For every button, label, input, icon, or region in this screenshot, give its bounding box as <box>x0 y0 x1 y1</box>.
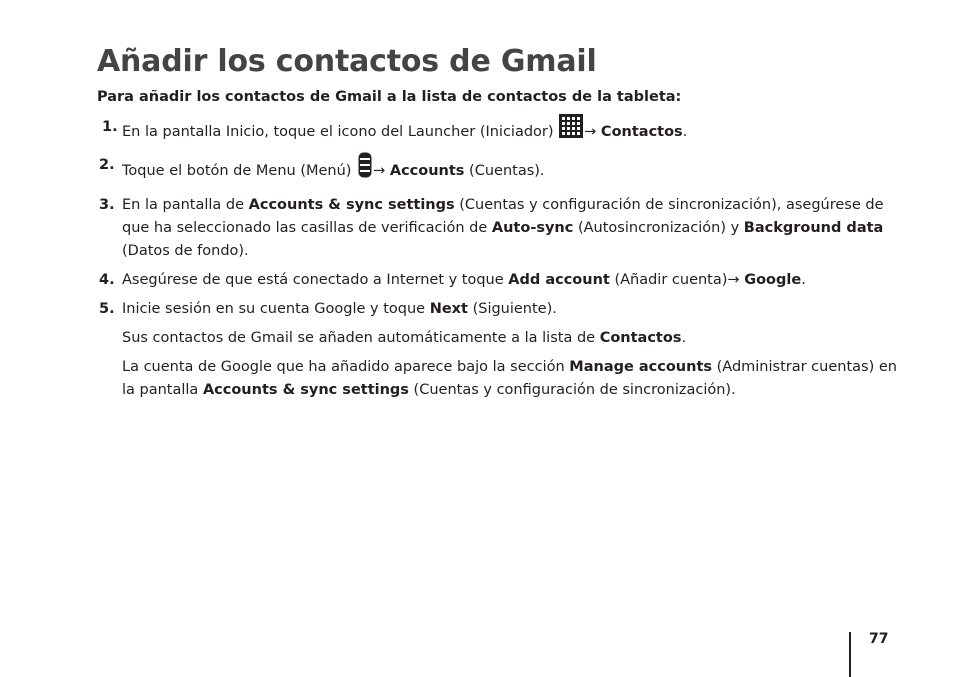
bold-term: Google <box>744 272 802 288</box>
bold-term: Accounts & sync settings <box>248 197 455 213</box>
step-text: . <box>801 272 806 288</box>
step-text: En la pantalla Inicio, toque el icono del Launcher (Iniciador) <box>122 124 559 140</box>
note-paragraph <box>97 356 897 402</box>
step-text: . <box>682 124 688 140</box>
step-2 <box>97 154 897 188</box>
step-text: (Cuentas). <box>464 163 545 179</box>
step-text: (Cuentas y configuración de sincronización), asegúrese de que ha seleccionado las casillas de verificación de <box>122 197 884 236</box>
para-text: Sus contactos de Gmail se añaden automáticamente a la lista de <box>122 330 600 346</box>
bold-term: Accounts <box>389 163 465 179</box>
para-text: (Cuentas y configuración de sincronización). <box>408 382 736 398</box>
para-text: La cuenta de Google que ha añadido aparece bajo la sección <box>122 359 570 375</box>
step-text: (Siguiente). <box>467 301 557 317</box>
bold-term: Contactos <box>599 330 682 346</box>
page-title: Añadir los contactos de Gmail <box>97 44 597 79</box>
steps-list <box>97 116 897 408</box>
page-number: 77 <box>869 631 889 647</box>
step-text: (Añadir cuenta) <box>609 272 728 288</box>
step-4 <box>97 269 897 292</box>
arrow: → <box>727 272 745 288</box>
para-text: . <box>681 330 687 346</box>
launcher-grid-icon <box>559 114 583 146</box>
step-number: 4. <box>99 272 115 288</box>
bold-term: Background data <box>743 220 884 236</box>
step-1 <box>97 116 897 148</box>
step-text: (Autosincronización) y <box>573 220 744 236</box>
para-text: (Administrar cuentas) en la pantalla <box>122 359 897 398</box>
step-3 <box>97 194 897 263</box>
step-number: 5. <box>99 301 115 317</box>
bold-term: Next <box>429 301 468 317</box>
footer-divider <box>849 632 851 677</box>
step-5 <box>97 298 897 321</box>
step-number: 2. <box>99 157 115 173</box>
step-text: En la pantalla de <box>122 197 249 213</box>
step-text: Asegúrese de que está conectado a Internet y toque <box>122 272 509 288</box>
step-text: Toque el botón de Menu (Menú) <box>122 163 357 179</box>
bold-term: Contactos <box>600 124 683 140</box>
menu-button-icon <box>358 152 372 186</box>
bold-term: Manage accounts <box>569 359 713 375</box>
step-text: Inicie sesión en su cuenta Google y toque <box>122 301 430 317</box>
bold-term: Auto-sync <box>491 220 574 236</box>
step-number: 1. <box>102 119 118 135</box>
bold-term: Accounts & sync settings <box>202 382 409 398</box>
arrow: → <box>584 124 601 140</box>
intro-text: Para añadir los contactos de Gmail a la lista de contactos de la tableta: <box>97 89 682 105</box>
bold-term: Add account <box>508 272 610 288</box>
step-text: (Datos de fondo). <box>122 243 249 259</box>
step-number: 3. <box>99 197 115 213</box>
note-paragraph <box>97 327 897 350</box>
arrow: → <box>373 163 390 179</box>
